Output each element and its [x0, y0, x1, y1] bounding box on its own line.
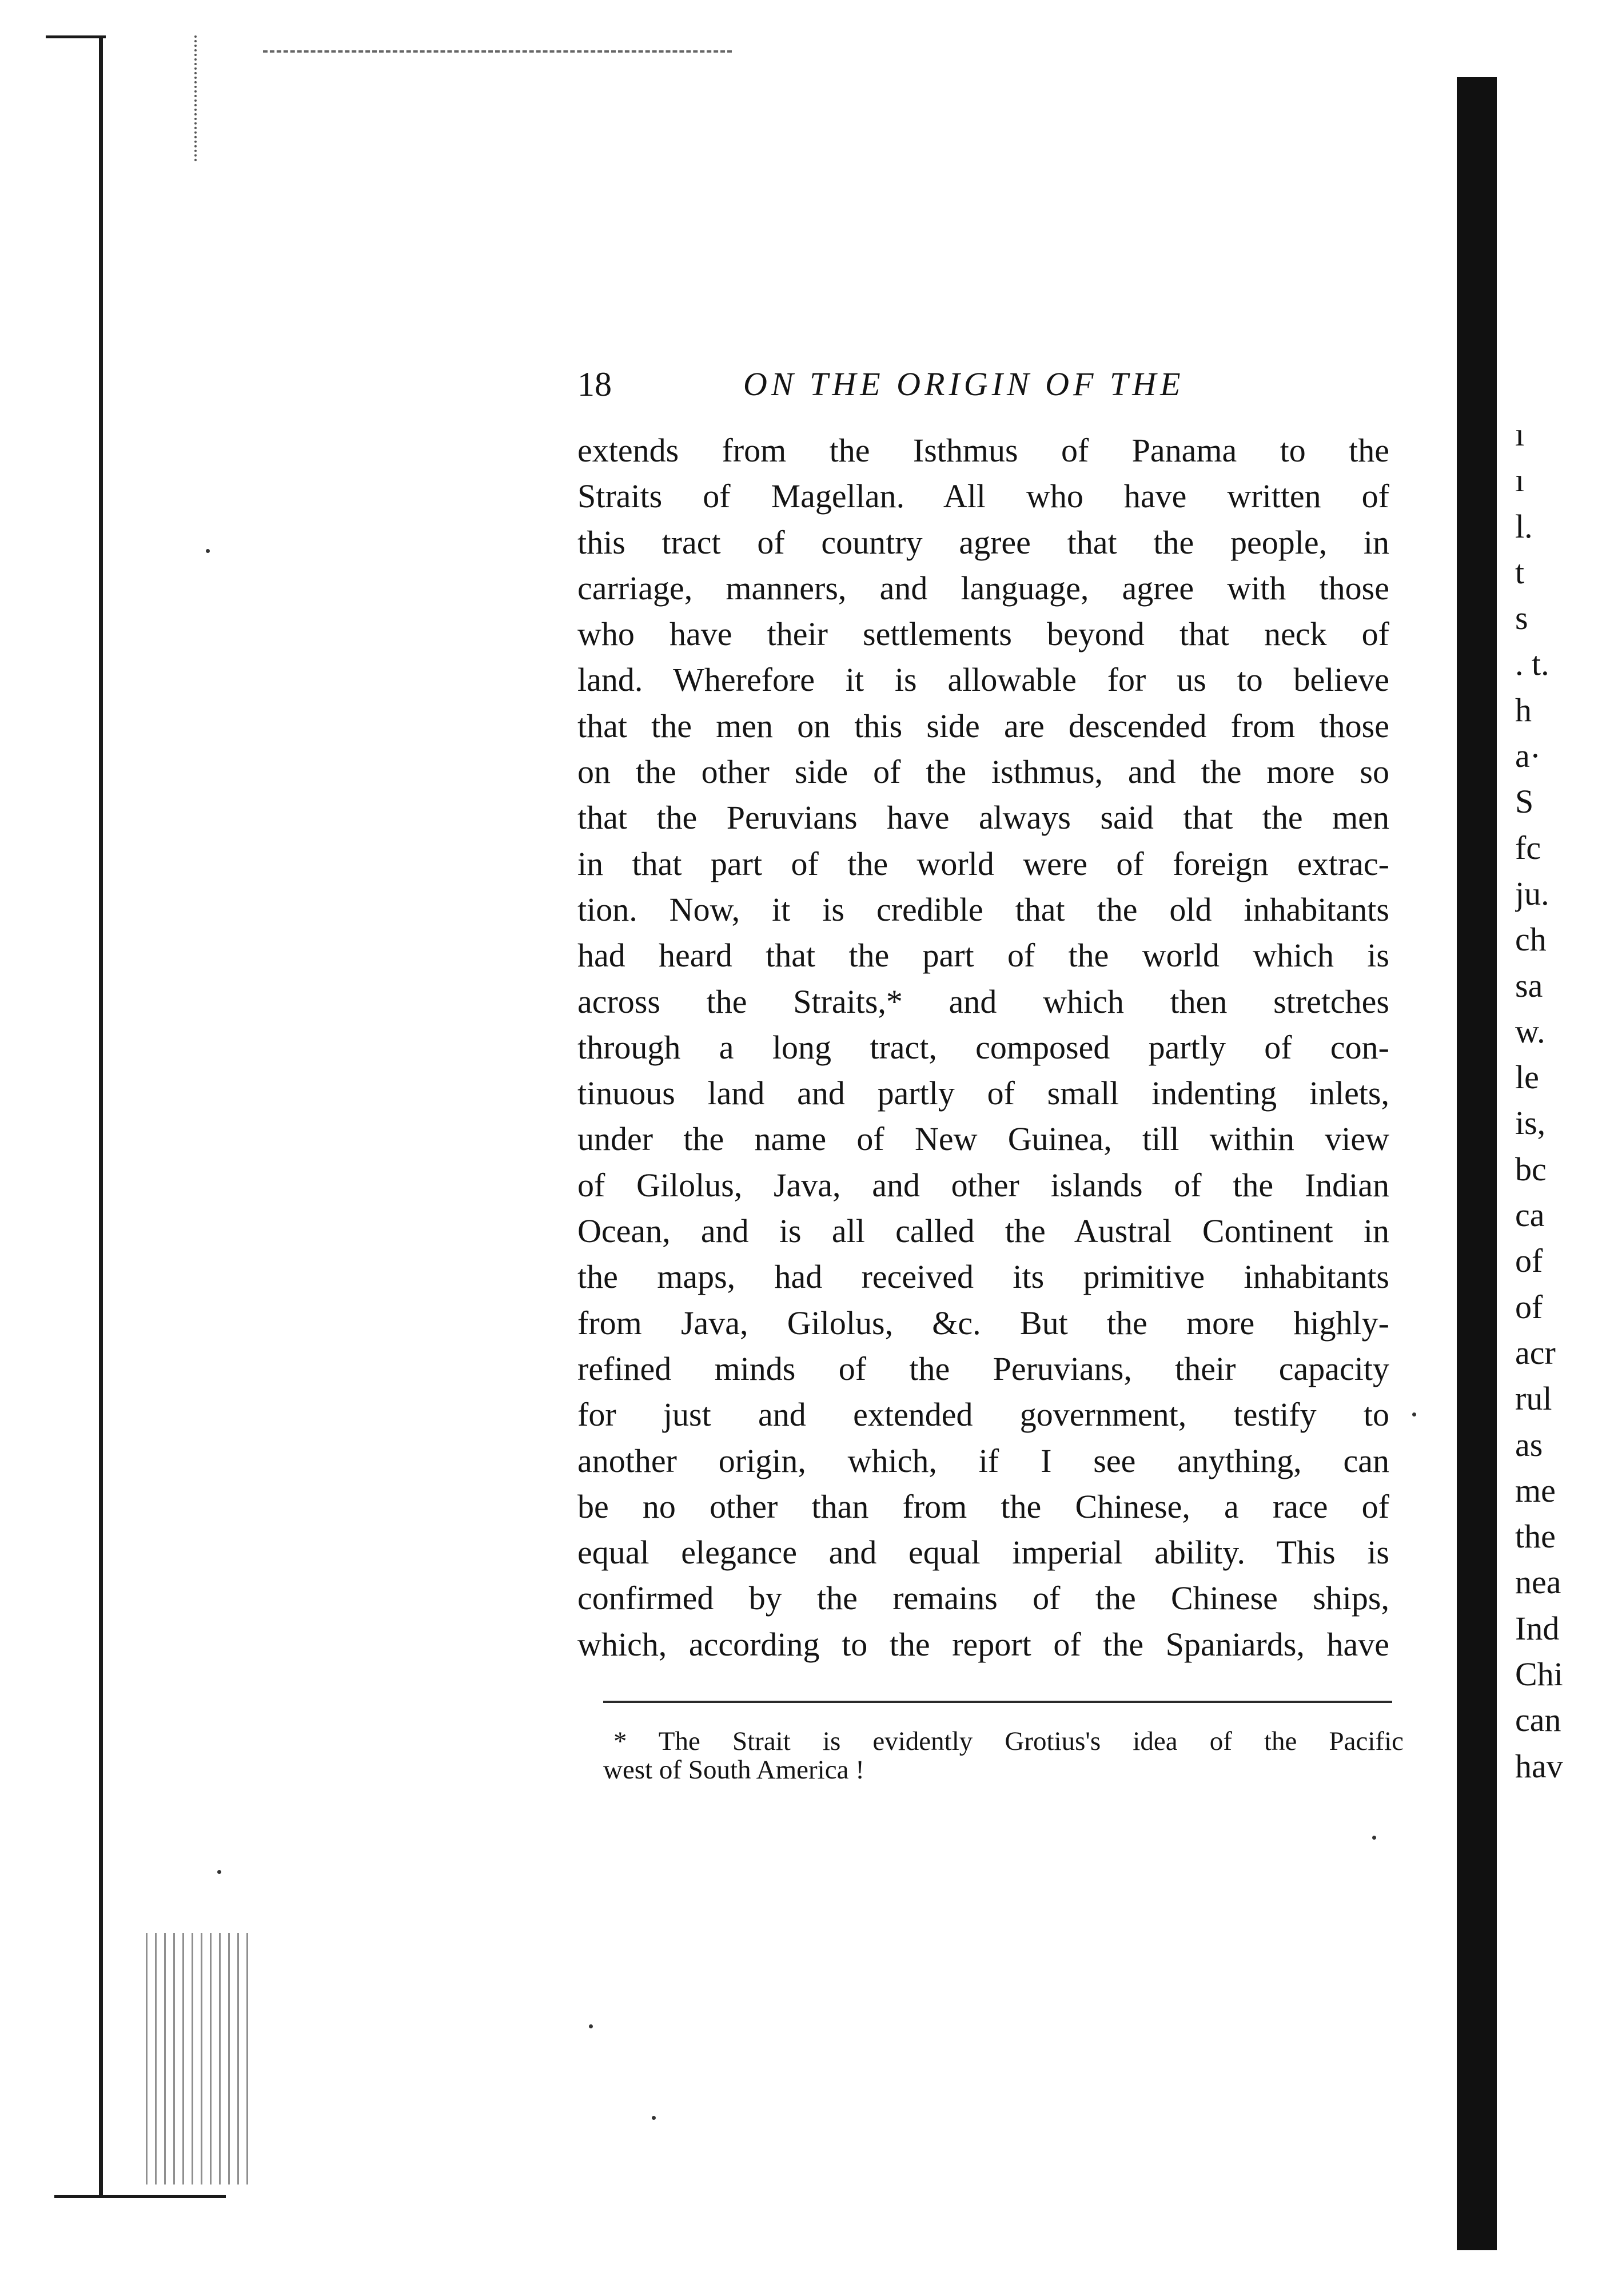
facing-page-fragment: as: [1515, 1426, 1543, 1463]
text-line: Ocean, and is all called the Austral Continent in: [577, 1212, 1389, 1250]
facing-page-fragment: is,: [1515, 1104, 1546, 1142]
facing-page-fragment: l.: [1515, 507, 1533, 545]
running-head: [577, 361, 1389, 407]
footnote-line: west of South America !: [603, 1755, 864, 1785]
facing-page-fragment: hav: [1515, 1747, 1563, 1785]
scan-speck: [652, 2116, 656, 2120]
scan-top-dash: [263, 50, 732, 53]
text-line: through a long tract, composed partly of con-: [577, 1028, 1389, 1066]
scan-gutter-marks-bottom: [146, 1933, 249, 2184]
facing-page-fragment: sa: [1515, 966, 1543, 1004]
body-text: [577, 428, 1389, 1668]
facing-page-fragment: ju.: [1515, 874, 1549, 912]
footnote: [603, 1727, 1404, 1784]
scan-right-binding-shadow: [1457, 77, 1497, 2250]
facing-page-fragment: t: [1515, 553, 1525, 591]
text-line: extends from the Isthmus of Panama to the: [577, 432, 1389, 469]
text-line: of Gilolus, Java, and other islands of the Indian: [577, 1166, 1389, 1204]
facing-page-fragment: ca: [1515, 1196, 1545, 1234]
facing-page-fragment: ch: [1515, 921, 1547, 958]
facing-page-fragments: [1515, 412, 1606, 1789]
scan-left-rule-cap: [46, 35, 106, 38]
scan-gutter-marks: [194, 35, 220, 161]
scan-left-rule-foot: [54, 2195, 226, 2198]
text-line: equal elegance and equal imperial ability. This is: [577, 1534, 1389, 1571]
text-line: which, according to the report of the Spaniards, have: [577, 1625, 1389, 1663]
text-line: be no other than from the Chinese, a race of: [577, 1487, 1389, 1525]
text-line: across the Straits,* and which then stretches: [577, 982, 1389, 1020]
text-line: in that part of the world were of foreign extrac-: [577, 845, 1389, 882]
facing-page-fragment: a·: [1515, 737, 1541, 775]
facing-page-fragment: nea: [1515, 1563, 1561, 1601]
footnote-line: * The Strait is evidently Grotius's idea of the Pacific: [613, 1726, 1404, 1756]
scan-speck: [1372, 1836, 1376, 1840]
scan-left-rule: [99, 35, 103, 2197]
facing-page-fragment: le: [1515, 1059, 1539, 1096]
page-number: 18: [577, 365, 612, 403]
scan-speck: [206, 549, 210, 553]
text-line: who have their settlements beyond that neck of: [577, 615, 1389, 653]
text-line: tinuous land and partly of small indenting inlets,: [577, 1075, 1389, 1112]
text-line: under the name of New Guinea, till within view: [577, 1120, 1389, 1158]
facing-page-fragment: acr: [1515, 1334, 1556, 1371]
facing-page-fragment: . t.: [1515, 645, 1549, 683]
facing-page-fragment: Ind: [1515, 1609, 1560, 1647]
footnote-rule: [603, 1701, 1392, 1703]
facing-page-fragment: w.: [1515, 1012, 1545, 1050]
text-line: on the other side of the isthmus, and the more so: [577, 753, 1389, 791]
text-line: for just and extended government, testify to: [577, 1396, 1389, 1434]
facing-page-fragment: of: [1515, 1242, 1543, 1280]
text-line: land. Wherefore it is allowable for us to believe: [577, 661, 1389, 699]
facing-page-fragment: rul: [1515, 1380, 1552, 1418]
text-line: carriage, manners, and language, agree with those: [577, 569, 1389, 607]
facing-page-fragment: ı: [1515, 416, 1525, 453]
facing-page-fragment: bc: [1515, 1150, 1547, 1188]
facing-page-fragment: h: [1515, 691, 1532, 729]
text-line: another origin, which, if I see anything, can: [577, 1442, 1389, 1479]
text-line: Straits of Magellan. All who have written of: [577, 477, 1389, 515]
facing-page-fragment: the: [1515, 1518, 1556, 1555]
running-title: ON THE ORIGIN OF THE: [743, 365, 1185, 403]
facing-page-fragment: me: [1515, 1471, 1556, 1509]
facing-page-fragment: ı: [1515, 461, 1525, 499]
facing-page-fragment: fc: [1515, 829, 1541, 866]
scan-speck: [589, 2024, 593, 2028]
text-line: that the men on this side are descended from those: [577, 707, 1389, 745]
facing-page-fragment: s: [1515, 599, 1528, 637]
scan-speck: [217, 1870, 221, 1874]
text-line: had heard that the part of the world which is: [577, 937, 1389, 974]
text-line: tion. Now, it is credible that the old inhabitants: [577, 890, 1389, 928]
text-line: this tract of country agree that the people, in: [577, 523, 1389, 561]
facing-page-fragment: Chi: [1515, 1656, 1563, 1693]
facing-page-fragment: S: [1515, 783, 1534, 821]
text-line: from Java, Gilolus, &c. But the more highly-: [577, 1304, 1389, 1342]
text-line: refined minds of the Peruvians, their capacity: [577, 1350, 1389, 1387]
text-line: the maps, had received its primitive inhabitants: [577, 1258, 1389, 1296]
facing-page-fragment: can: [1515, 1701, 1561, 1739]
facing-page-fragment: of: [1515, 1288, 1543, 1326]
text-line: confirmed by the remains of the Chinese ships,: [577, 1579, 1389, 1617]
text-line: that the Peruvians have always said that the men: [577, 799, 1389, 837]
scan-speck: [1412, 1412, 1416, 1416]
